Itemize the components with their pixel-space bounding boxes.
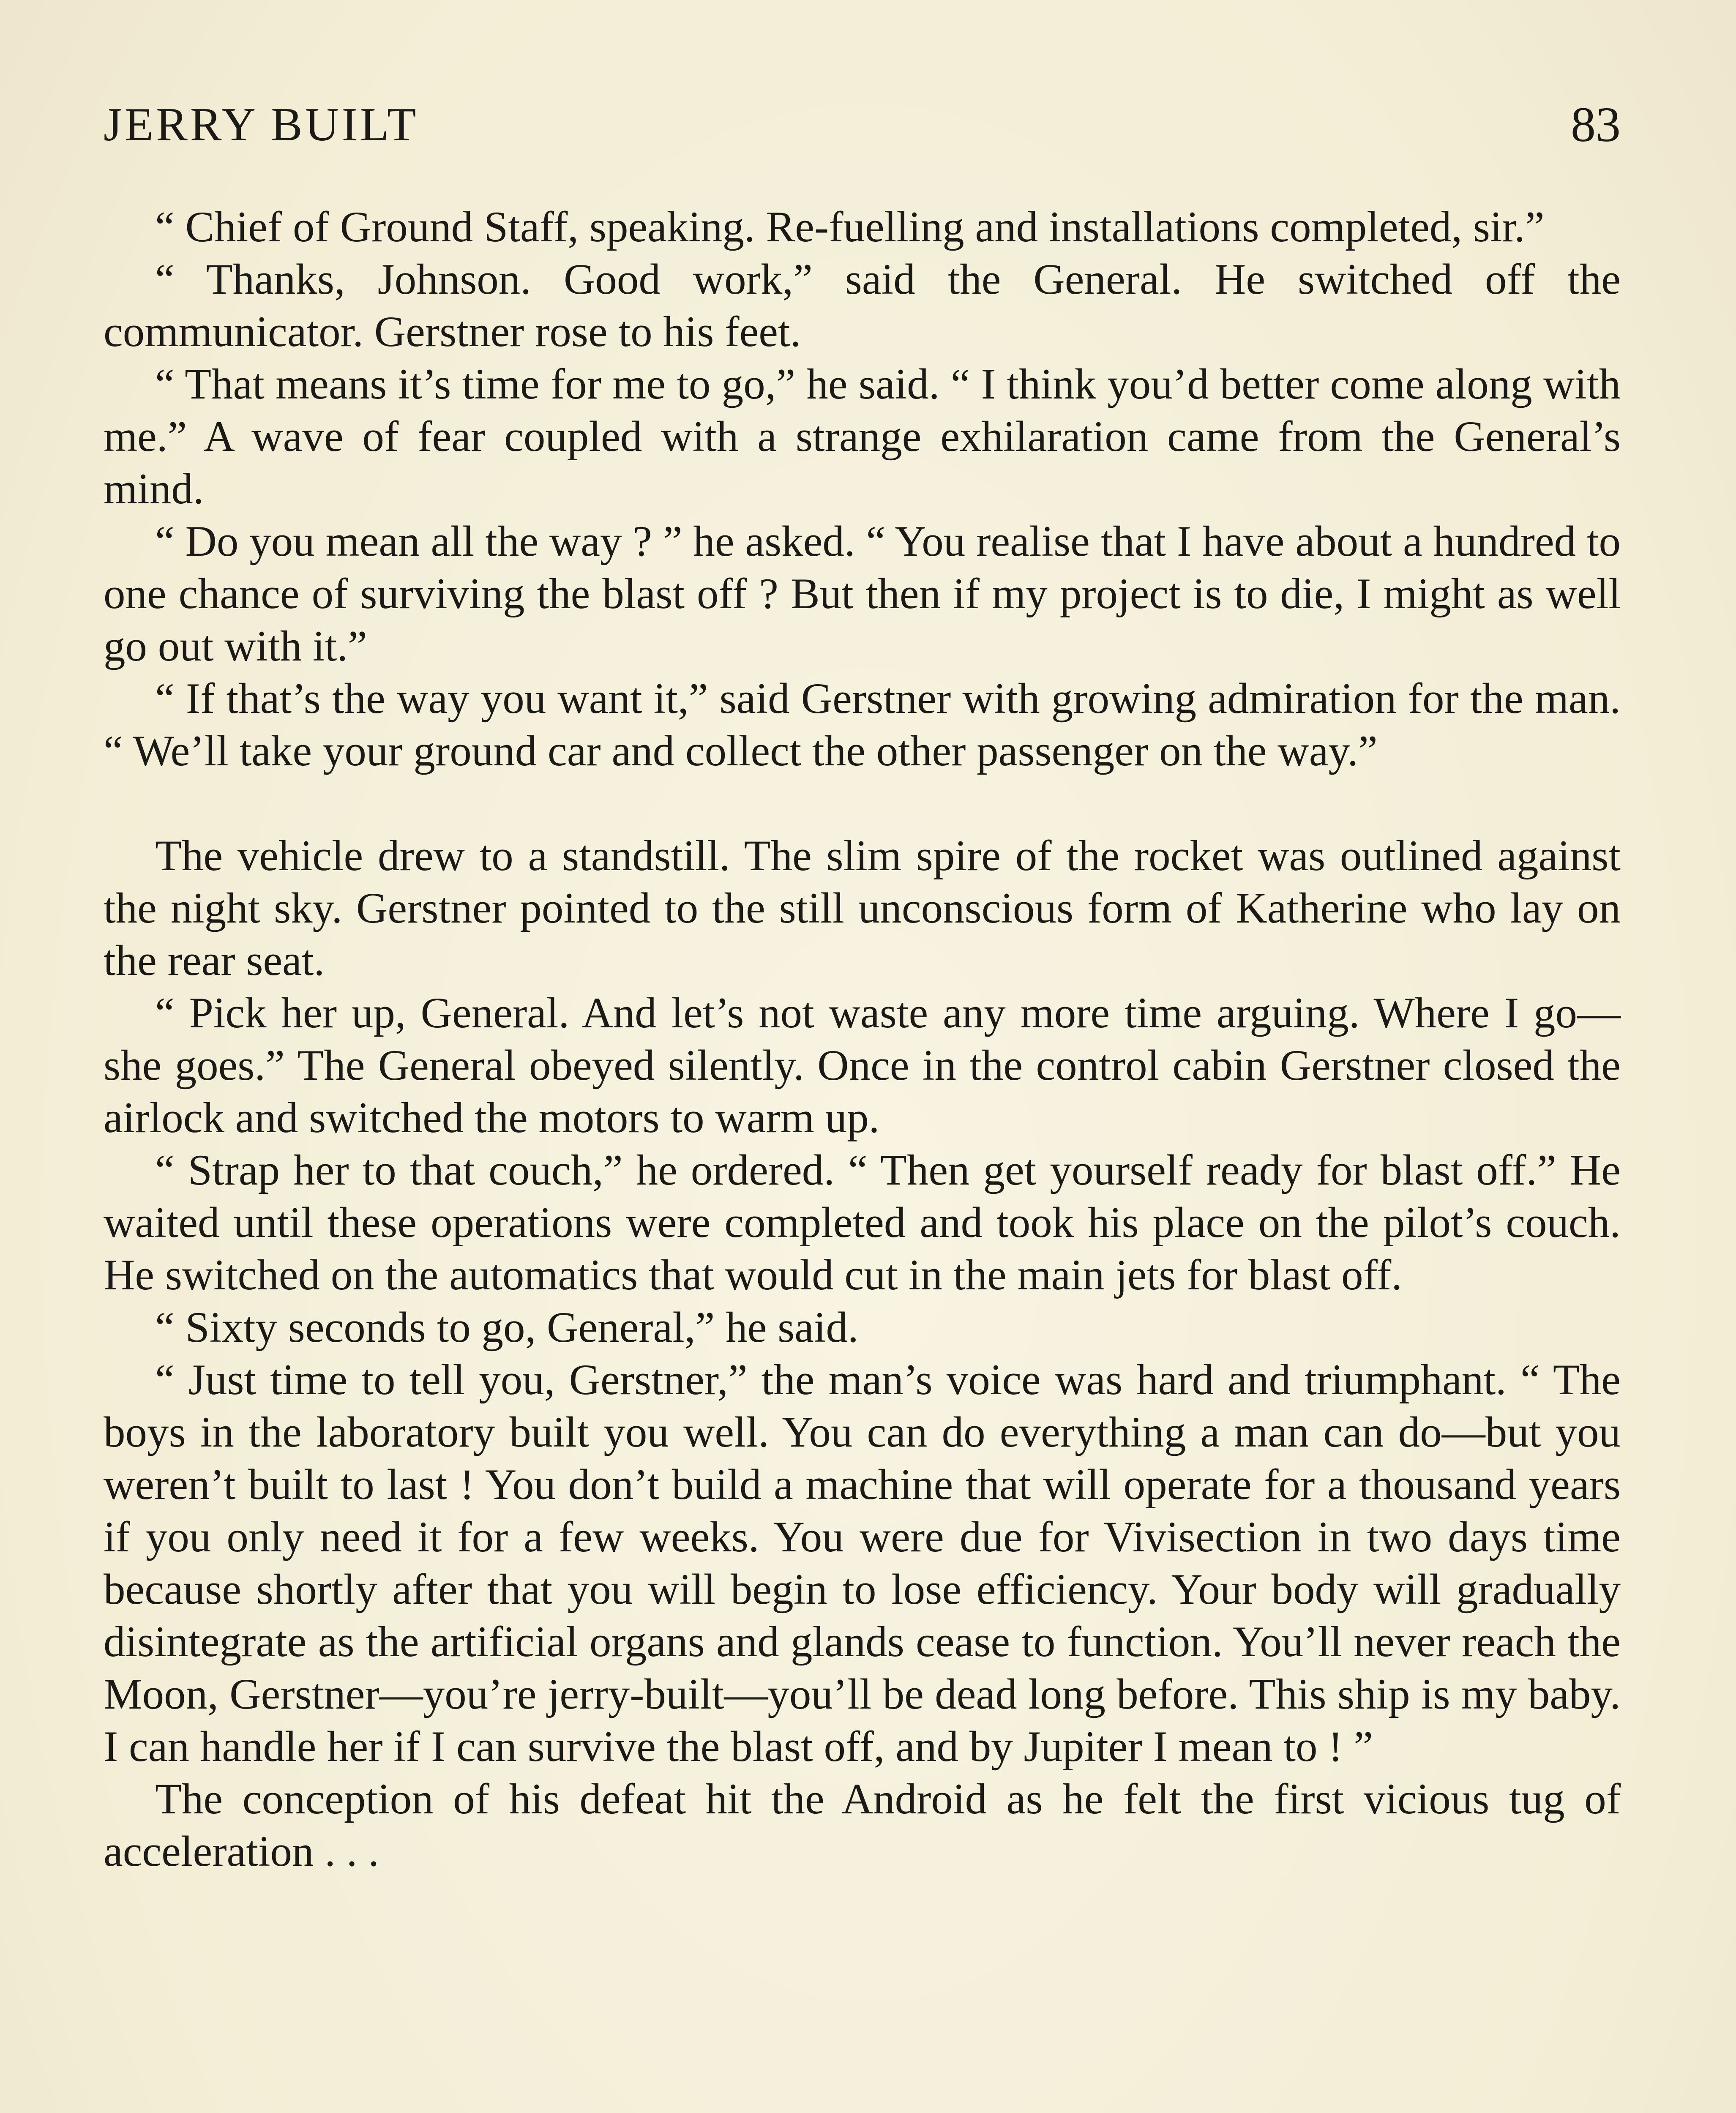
paragraph: “ If that’s the way you want it,” said Gerstner with growing admiration for the man. “ We’ll take your ground car and collect the other passenger on the way.” (104, 674, 1621, 775)
paragraph: “ Sixty seconds to go, General,” he said. (155, 1303, 859, 1351)
paragraph: The conception of his defeat hit the Android as he felt the first vicious tug of acceleration . . . (104, 1775, 1621, 1875)
running-title: JERRY BUILT (104, 98, 419, 151)
story-body (104, 201, 1621, 1878)
paragraph: “ Thanks, Johnson. Good work,” said the General. He switched off the communicator. Gerstner rose to his feet. (104, 255, 1621, 356)
page-header (104, 91, 1621, 158)
page-number: 83 (1571, 97, 1621, 152)
paragraph: “ Pick her up, General. And let’s not waste any more time arguing. Where I go—she goes.” The General obeyed silently. Once in the control cabin Gerstner closed the airlock and switched the motors to warm up. (104, 989, 1621, 1142)
paragraph: “ Do you mean all the way ? ” he asked. “ You realise that I have about a hundred to one chance of surviving the blast off ? But then if my project is to die, I might as well go out with it.” (104, 517, 1621, 670)
paragraph: “ Chief of Ground Staff, speaking. Re-fuelling and installations completed, sir.” (155, 203, 1545, 251)
paragraph: “ Just time to tell you, Gerstner,” the man’s voice was hard and triumphant. “ The boys in the laboratory built you well. You can do everything a man can do—but you weren’t built to last ! You don’t build a machine that will operate for a thousand years if you only need it for a few weeks. You were due for Vivisection in two days time because shortly after that you will begin to lose efficiency. Your body will gradually disintegrate as the artificial organs and glands cease to function. You’ll never reach the Moon, Gerstner—you’re jerry-built—you’ll be dead long before. This ship is my baby. I can handle her if I can survive the blast off, and by Jupiter I mean to ! ” (104, 1356, 1621, 1771)
paragraph-section-start: The vehicle drew to a standstill. The slim spire of the rocket was outlined against the night sky. Gerstner pointed to the still unconscious form of Katherine who lay on the rear seat. (104, 832, 1621, 985)
paragraph: “ Strap her to that couch,” he ordered. “ Then get yourself ready for blast off.” He waited until these operations were completed and took his place on the pilot’s couch. He switched on the automatics that would cut in the main jets for blast off. (104, 1146, 1621, 1299)
paragraph: “ That means it’s time for me to go,” he said. “ I think you’d better come along with me.” A wave of fear coupled with a strange exhilaration came from the General’s mind. (104, 360, 1621, 513)
